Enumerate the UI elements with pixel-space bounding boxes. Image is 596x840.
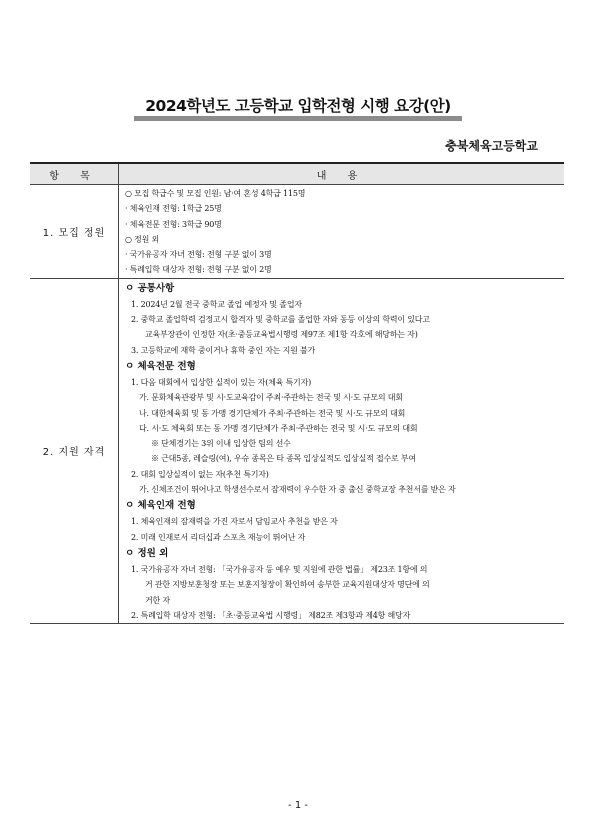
document-title: 2024학년도 고등학교 입학전형 시행 요강(안) <box>145 97 451 115</box>
quota-line: · 체육인재 전형: 1학급 25명 <box>125 204 222 214</box>
pro-track-line: 1. 다음 대회에서 입상한 실적이 있는 자(체육 특기자) <box>131 377 312 387</box>
table-row-eligibility <box>30 278 564 623</box>
pro-track-line: 나. 대한체육회 및 동 가맹 경기단체가 주최·주관하는 전국 및 시·도 규모의 대회 <box>139 408 406 418</box>
row-label-eligibility: 2. 지원 자격 <box>30 278 119 623</box>
school-name: 충북체육고등학교 <box>445 139 538 153</box>
extra-quota-line: 거 관한 지방보훈청장 또는 보훈지청장이 확인하여 송부한 교육지원대상자 명단에 의 <box>145 580 430 590</box>
common-line: 3. 고등학교에 재학 중이거나 휴학 중인 자는 지원 불가 <box>131 345 316 355</box>
pro-track-heading: ㅇ 체육전문 전형 <box>125 360 196 372</box>
table-row-quota <box>30 185 564 279</box>
quota-line: · 국가유공자 자녀 전형: 전형 구분 없이 3명 <box>125 250 272 260</box>
admission-table <box>30 162 564 624</box>
row-content-quota <box>119 185 565 279</box>
common-line: 2. 중학교 졸업학력 검정고시 합격자 및 중학교를 졸업한 자와 동등 이상의 학력이 있다고 <box>131 315 430 325</box>
pro-track-note: ※ 근대5종, 레슬링(여), 우슈 종목은 타 종목 입상실적도 입상실적 접수로 부여 <box>151 454 416 464</box>
quota-line: · 특례입학 대상자 전형: 전형 구분 없이 2명 <box>125 265 272 275</box>
quota-line: ○ 모집 학급수 및 모집 인원: 남·여 혼성 4학급 115명 <box>125 189 306 198</box>
header-content: 내 용 <box>119 163 565 185</box>
pro-track-line: 가. 신체조건이 뛰어나고 학생선수로서 잠재력이 우수한 자 중 출신 중학교장 추천서를 받은 자 <box>139 485 456 495</box>
row-label-quota: 1. 모집 정원 <box>30 185 119 279</box>
common-line: 교육부장관이 인정한 자(초·중등교육법시행령 제97조 제1항 각호에 해당하는 자) <box>145 330 418 340</box>
talent-track-heading: ㅇ 체육인재 전형 <box>125 500 196 512</box>
extra-quota-heading: ㅇ 정원 외 <box>125 547 169 559</box>
page-number: - 1 - <box>288 800 308 811</box>
title-underline-bar <box>134 116 462 121</box>
pro-track-line: 다. 시·도 체육회 또는 동 가맹 경기단체가 주최·주관하는 전국 및 시·도 규모의 대회 <box>139 423 418 433</box>
common-heading: ㅇ 공통사항 <box>125 282 175 294</box>
row-content-eligibility <box>119 278 565 623</box>
extra-quota-line: 2. 특례입학 대상자 전형: 「초·중등교육법 시행령」 제82조 제3항과 제4항 해당자 <box>131 610 411 620</box>
extra-quota-line: 거한 자 <box>145 595 170 605</box>
common-line: 1. 2024년 2월 전국 중학교 졸업 예정자 및 졸업자 <box>131 299 302 309</box>
quota-line: · 체육전문 전형: 3학급 90명 <box>125 219 222 229</box>
quota-line: ○ 정원 외 <box>125 234 160 244</box>
table-header-row <box>30 163 564 185</box>
header-item: 항 목 <box>30 163 119 185</box>
talent-track-line: 2. 미래 인재로서 리더십과 스포츠 재능이 뛰어난 자 <box>131 532 306 542</box>
pro-track-note: ※ 단체경기는 3위 이내 입상한 팀의 선수 <box>151 439 291 449</box>
extra-quota-line: 1. 국가유공자 자녀 전형: 「국가유공자 등 예우 및 지원에 관한 법률」 제23조 1항에 의 <box>131 564 428 574</box>
pro-track-line: 가. 문화체육관광부 및 시·도교육감이 주최·주관하는 전국 및 시·도 규모의 대회 <box>139 393 403 403</box>
pro-track-line: 2. 대회 입상실적이 없는 자(추천 특기자) <box>131 469 269 479</box>
talent-track-line: 1. 체육인재의 잠재력을 가진 자로서 담임교사 추천을 받은 자 <box>131 517 338 527</box>
